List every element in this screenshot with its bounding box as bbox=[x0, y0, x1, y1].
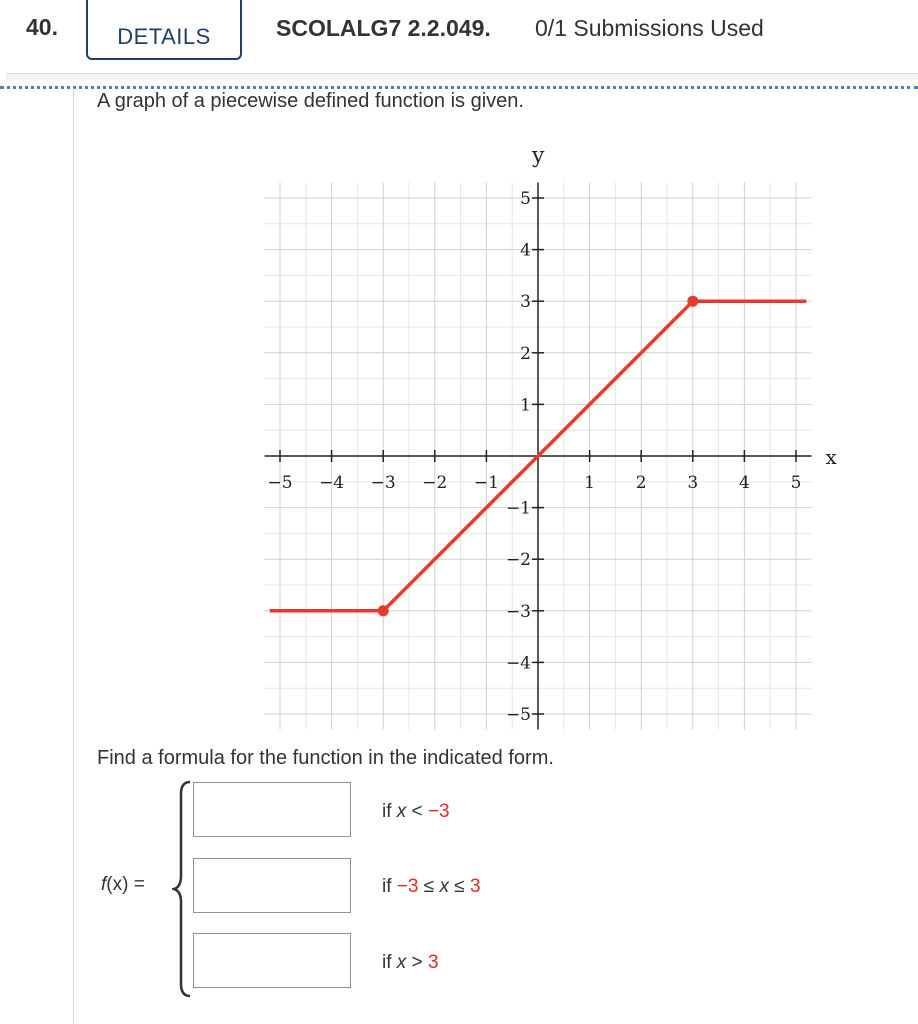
condition-1-bound: −3 bbox=[427, 801, 450, 822]
x-tick-label: −4 bbox=[319, 473, 345, 493]
instruction-text: Find a formula for the function in the indicated form. bbox=[97, 747, 554, 769]
y-tick-label: −5 bbox=[505, 705, 531, 725]
answer-input-3[interactable] bbox=[193, 933, 351, 988]
condition-2-rel: ≤ bbox=[448, 876, 470, 897]
y-tick-label: −4 bbox=[505, 653, 531, 674]
condition-2-bound: 3 bbox=[469, 876, 481, 897]
x-tick-label: 2 bbox=[635, 473, 647, 493]
question-code: SCOLALG7 2.2.049. bbox=[276, 15, 491, 41]
y-tick-label: 3 bbox=[520, 292, 531, 313]
x-tick-label: −5 bbox=[267, 473, 293, 493]
y-tick-label: 5 bbox=[520, 189, 531, 209]
y-axis-label: y bbox=[532, 143, 545, 169]
left-margin-rule bbox=[73, 88, 74, 1024]
condition-2-left-bound: −3 bbox=[396, 876, 419, 897]
x-tick-label: 3 bbox=[687, 473, 699, 493]
details-button[interactable]: DETAILS bbox=[86, 0, 242, 60]
condition-1 bbox=[382, 801, 450, 823]
condition-3-var: x bbox=[396, 952, 407, 973]
question-number: 40. bbox=[26, 14, 58, 40]
x-tick-label: −2 bbox=[422, 473, 448, 493]
x-tick-label: −1 bbox=[473, 473, 499, 493]
function-equals: = bbox=[128, 874, 145, 895]
closed-endpoint bbox=[687, 296, 698, 307]
answer-input-2[interactable] bbox=[193, 858, 351, 913]
y-tick-label: −1 bbox=[505, 498, 531, 519]
function-var: (x) bbox=[106, 874, 129, 895]
header-divider bbox=[6, 73, 918, 80]
x-axis-label: x bbox=[825, 445, 837, 469]
y-tick-label: −2 bbox=[505, 550, 531, 571]
submissions-status: 0/1 Submissions Used bbox=[535, 15, 764, 41]
condition-1-var: x bbox=[396, 801, 407, 822]
function-label bbox=[101, 874, 145, 896]
condition-3-rel: > bbox=[406, 952, 428, 973]
x-tick-label: 5 bbox=[790, 473, 802, 493]
y-tick-label: 4 bbox=[520, 240, 531, 261]
x-tick-label: 1 bbox=[584, 473, 596, 493]
dotted-divider bbox=[0, 86, 918, 89]
condition-1-prefix: if bbox=[382, 801, 397, 822]
condition-3-bound: 3 bbox=[427, 952, 439, 973]
condition-1-rel: < bbox=[406, 801, 428, 822]
condition-2 bbox=[382, 876, 481, 898]
piecewise-graph bbox=[260, 140, 840, 730]
x-tick-label: −3 bbox=[370, 473, 396, 493]
tick-labels bbox=[267, 189, 801, 725]
closed-endpoint bbox=[378, 605, 389, 616]
condition-2-left-rel: ≤ bbox=[418, 876, 440, 897]
question-header bbox=[0, 0, 918, 78]
function-name: f bbox=[101, 874, 107, 895]
x-tick-label: 4 bbox=[738, 473, 750, 493]
y-tick-label: −3 bbox=[505, 601, 531, 622]
y-tick-label: 2 bbox=[520, 343, 531, 364]
condition-3-prefix: if bbox=[382, 952, 397, 973]
y-tick-label: 1 bbox=[520, 395, 531, 416]
left-brace bbox=[172, 780, 194, 998]
question-prompt: A graph of a piecewise defined function is given. bbox=[97, 90, 524, 112]
condition-2-var: x bbox=[439, 876, 449, 897]
answer-input-1[interactable] bbox=[193, 782, 351, 837]
condition-3 bbox=[382, 952, 439, 974]
condition-2-prefix: if bbox=[382, 876, 397, 897]
